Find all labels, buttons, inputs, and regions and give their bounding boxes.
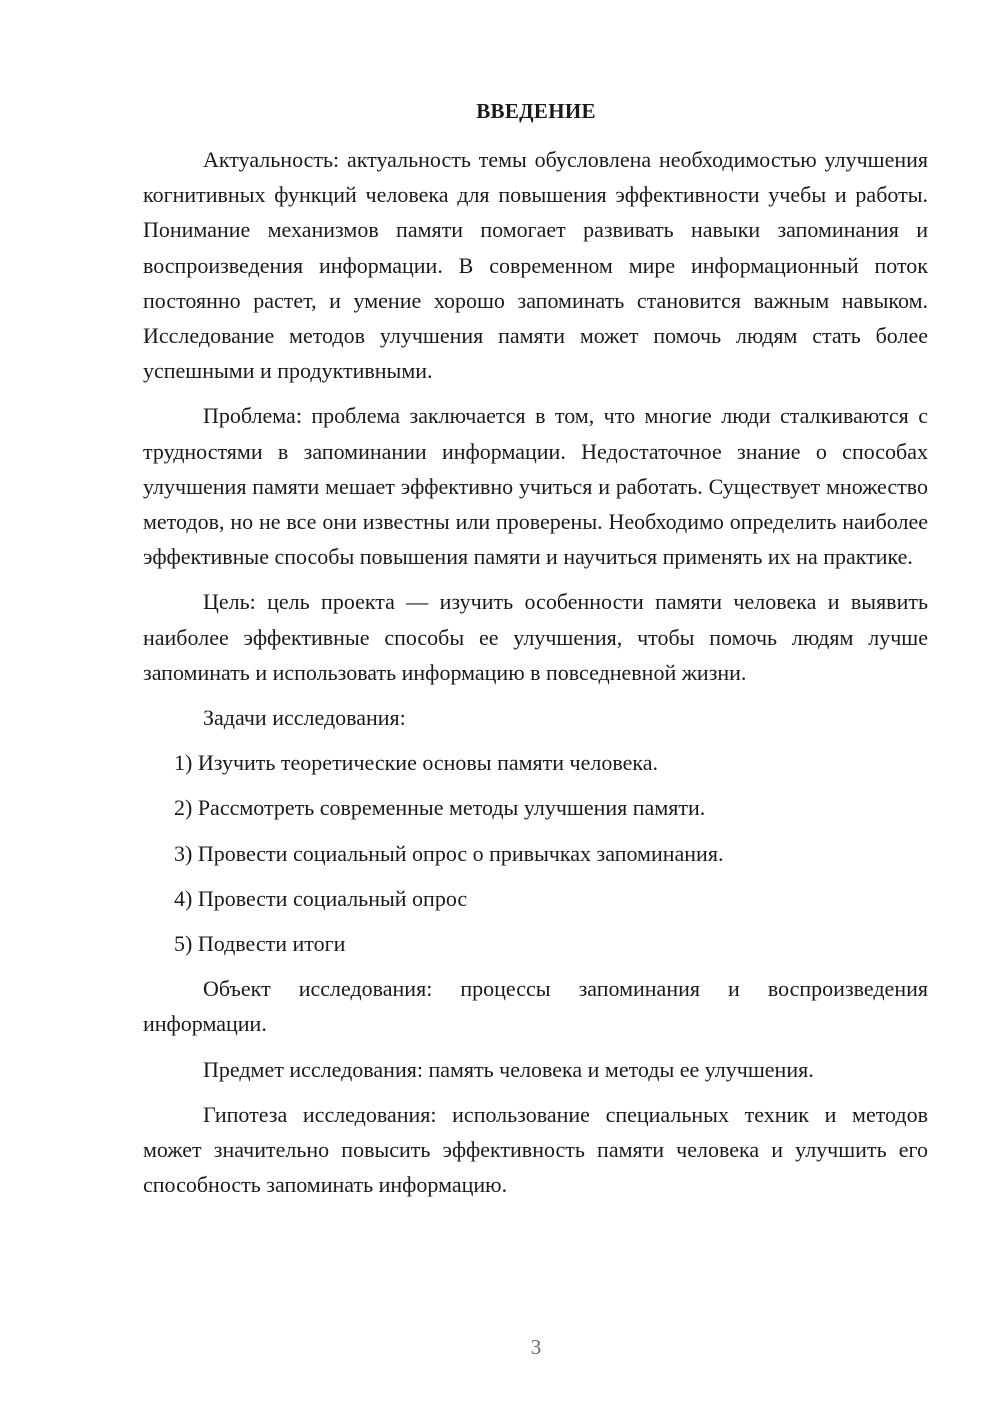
tasks-list [143, 745, 928, 961]
page-title: ВВЕДЕНИЕ [476, 99, 596, 123]
tasks-heading: Задачи исследования: [203, 705, 406, 731]
list-item: 5) Подвести итоги [174, 931, 346, 957]
list-item: 2) Рассмотреть современные методы улучшения памяти. [174, 795, 706, 821]
object-paragraph: Объект исследования: процессы запоминания и воспроизведения информации. [143, 976, 928, 1037]
document-body [143, 142, 928, 1212]
page-number: 3 [530, 1335, 542, 1359]
list-item: 3) Провести социальный опрос о привычках запоминания. [174, 840, 724, 866]
hypothesis-paragraph: Гипотеза исследования: использование специальных техник и методов может значительно повысить эффективность памяти человека и улучшить его способность запоминать информацию. [143, 1101, 928, 1198]
relevance-paragraph: Актуальность: актуальность темы обусловлена необходимостью улучшения когнитивных функций человека для повышения эффективности учебы и работы. Понимание механизмов памяти помогает развивать навыки запоминания и воспроизведения информации. В современном мире информационный поток постоянно растет, и умение хорошо запоминать становится важным навыком. Исследование методов улучшения памяти может помочь людям стать более успешными и продуктивными. [143, 147, 928, 384]
problem-paragraph: Проблема: проблема заключается в том, что многие люди сталкиваются с трудностями в запоминании информации. Недостаточное знание о способах улучшения памяти мешает эффективно учиться и работать. Существует множество методов, но не все они известны или проверены. Необходимо определить наиболее эффективные способы повышения памяти и научиться применять их на практике. [143, 403, 928, 570]
subject-paragraph: Предмет исследования: память человека и методы ее улучшения. [203, 1056, 814, 1082]
list-item: 4) Провести социальный опрос [174, 885, 468, 911]
list-item: 1) Изучить теоретические основы памяти человека. [174, 750, 658, 776]
goal-paragraph: Цель: цель проекта — изучить особенности памяти человека и выявить наиболее эффективные способы ее улучшения, чтобы помочь людям лучше запоминать и использовать информацию в повседневной жизни. [143, 589, 928, 685]
